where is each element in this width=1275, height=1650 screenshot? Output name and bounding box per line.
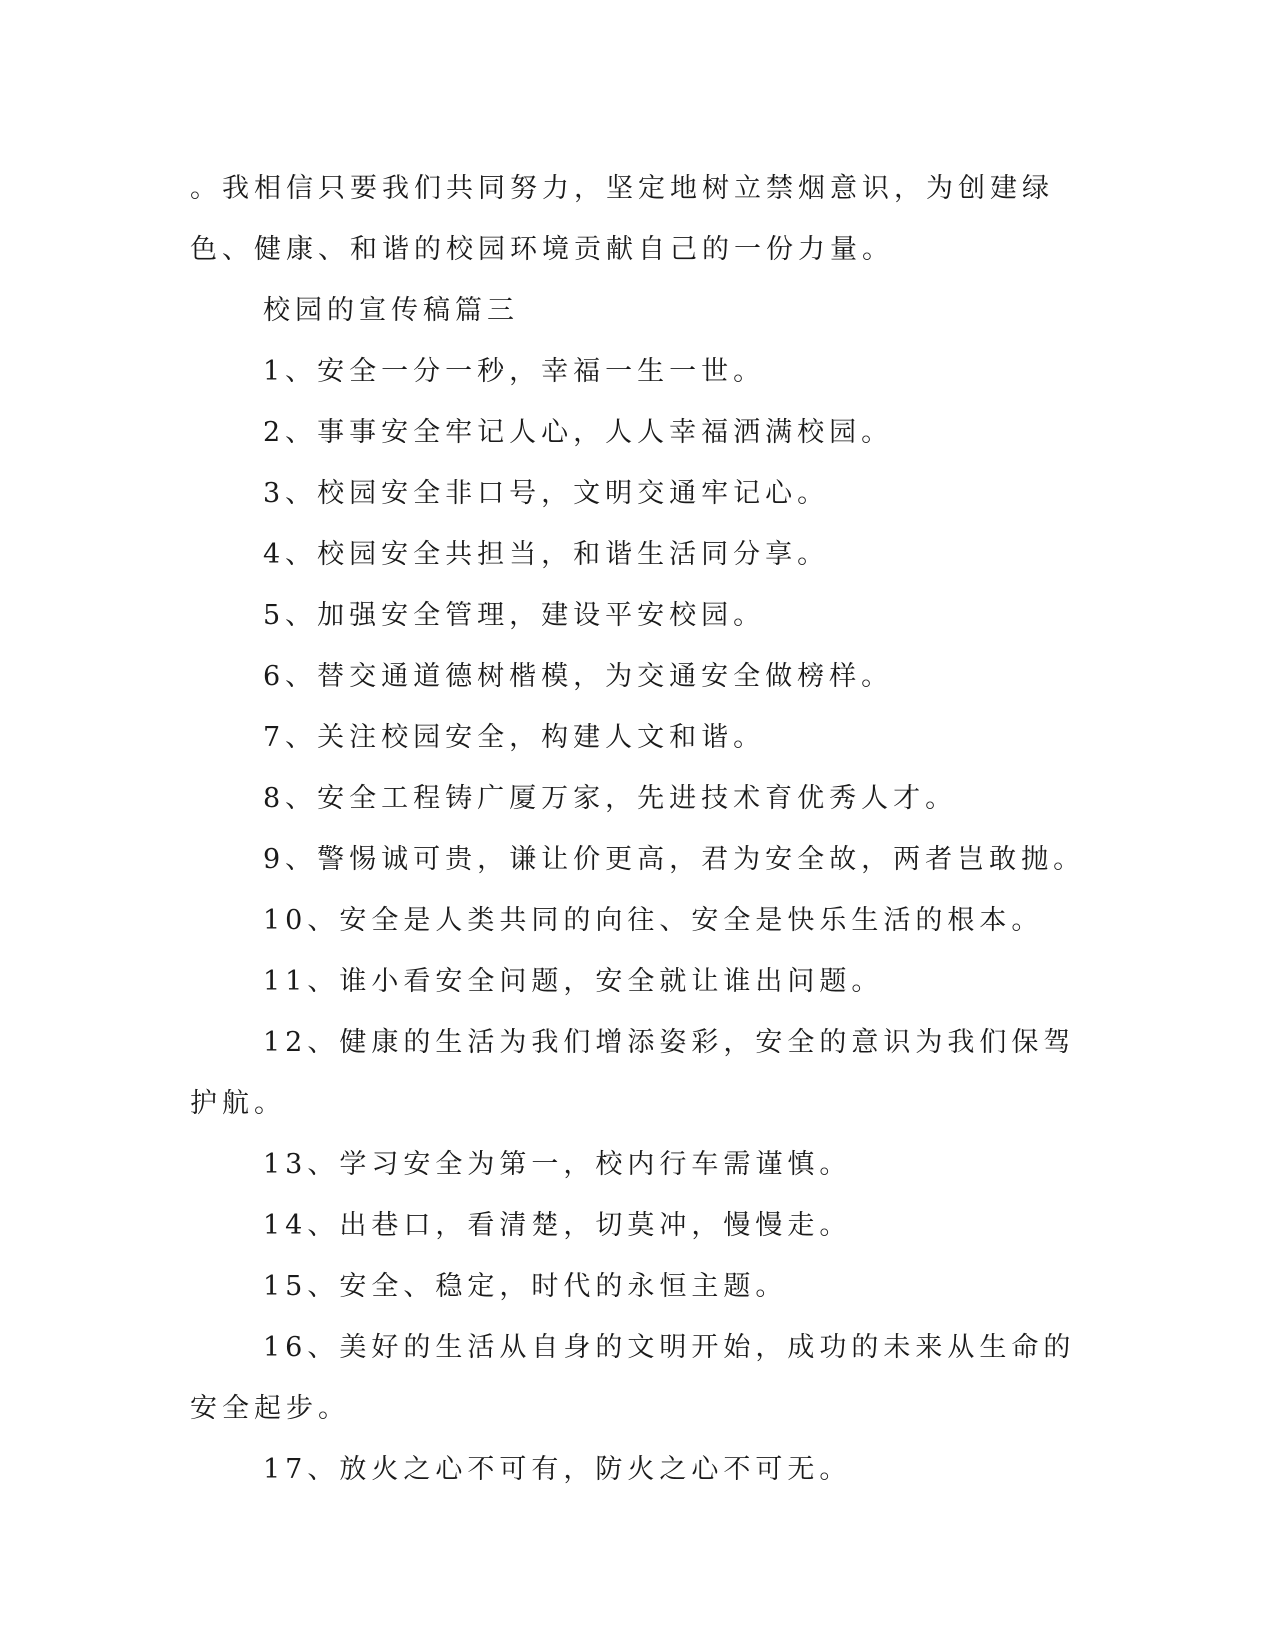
section-heading: 校园的宣传稿篇三 — [263, 295, 519, 326]
list-item-1: 1、安全一分一秒，幸福一生一世。 — [263, 356, 766, 387]
list-item-5: 5、加强安全管理，建设平安校园。 — [263, 600, 766, 631]
list-item-17: 17、放火之心不可有，防火之心不可无。 — [263, 1454, 852, 1485]
list-item-11: 11、谁小看安全问题，安全就让谁出问题。 — [263, 966, 884, 997]
list-item-2: 2、事事安全牢记人心，人人幸福洒满校园。 — [263, 417, 894, 448]
list-item-7: 7、关注校园安全，构建人文和谐。 — [263, 722, 766, 753]
list-item-10: 10、安全是人类共同的向往、安全是快乐生活的根本。 — [263, 905, 1044, 936]
list-item-3: 3、校园安全非口号，文明交通牢记心。 — [263, 478, 830, 509]
list-item-13: 13、学习安全为第一，校内行车需谨慎。 — [263, 1149, 852, 1180]
list-item-15: 15、安全、稳定，时代的永恒主题。 — [263, 1271, 788, 1302]
list-item-16: 16、美好的生活从自身的文明开始，成功的未来从生命的安全起步。 — [190, 1332, 1076, 1424]
list-item-6: 6、替交通道德树楷模，为交通安全做榜样。 — [263, 661, 894, 692]
list-item-4: 4、校园安全共担当，和谐生活同分享。 — [263, 539, 830, 570]
intro-paragraph: 。我相信只要我们共同努力，坚定地树立禁烟意识，为创建绿色、健康、和谐的校园环境贡献自己的一份力量。 — [190, 173, 1054, 265]
list-item-9: 9、警惕诚可贵，谦让价更高，君为安全故，两者岂敢抛。 — [263, 844, 1086, 875]
list-item-8: 8、安全工程铸广厦万家，先进技术育优秀人才。 — [263, 783, 958, 814]
document-body — [190, 158, 1090, 1500]
list-item-14: 14、出巷口，看清楚，切莫冲，慢慢走。 — [263, 1210, 852, 1241]
list-item-12: 12、健康的生活为我们增添姿彩，安全的意识为我们保驾护航。 — [190, 1027, 1076, 1119]
